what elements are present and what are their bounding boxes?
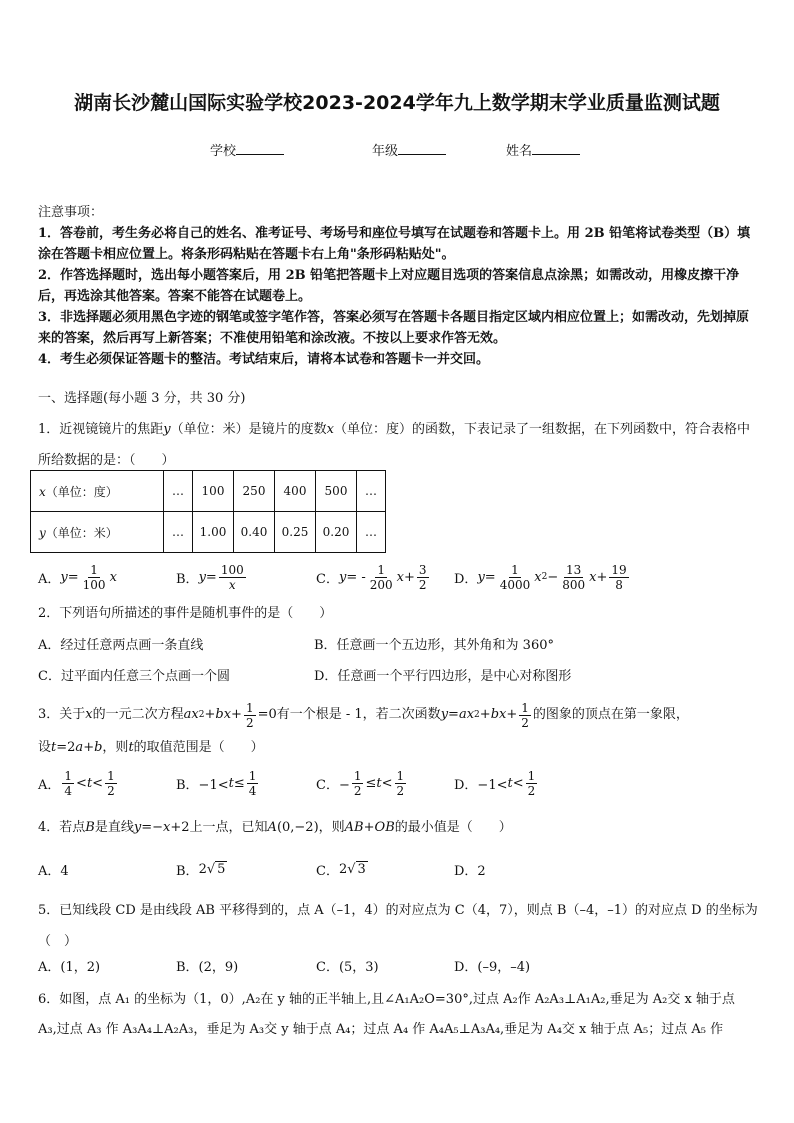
q1-option-b: B． y = $\frac{100}{x}$ bbox=[176, 562, 244, 592]
q5-option-b: B．(2，9) bbox=[176, 960, 239, 975]
name-label: 姓名 bbox=[506, 144, 533, 159]
q1-text: （单位：米）是镜片的度数 bbox=[170, 422, 327, 437]
table-cell: 1.00 bbox=[193, 512, 234, 553]
row-head: （单位：米） bbox=[45, 525, 118, 540]
note-item: 4．考生必须保证答题卡的整洁。考试结束后，请将本试卷和答题卡一并交回。 bbox=[38, 352, 490, 367]
question-2: 2．下列语句所描述的事件是随机事件的是（ ） bbox=[38, 606, 333, 621]
option-label: D． bbox=[454, 571, 478, 587]
question-6-line2: A₃,过点 A₃ 作 A₃A₄⊥A₂A₃，垂足为 A₃交 y 轴于点 A₄；过点 A₄ 作 A₄A₅⊥A₃A₄,垂足为 A₄交 x 轴于点 A₅；过点 A₅ 作 bbox=[38, 1022, 724, 1037]
table-cell: 100 bbox=[193, 471, 234, 512]
page-title: 湖南长沙麓山国际实验学校2023-2024学年九上数学期末学业质量监测试题 bbox=[74, 92, 720, 114]
name-blank bbox=[532, 142, 580, 155]
q4-text: 的最小值是（ ） bbox=[394, 820, 512, 835]
table-row bbox=[31, 512, 386, 553]
table-cell: … bbox=[357, 471, 386, 512]
q4-text: 4．若点 bbox=[38, 820, 86, 835]
notes-section bbox=[38, 202, 758, 370]
name-field bbox=[506, 140, 580, 159]
q4-text: ，则 bbox=[318, 820, 345, 835]
school-field bbox=[210, 140, 284, 159]
q3-option-b: B．−1< t ≤ $\frac{1}{4}$ bbox=[176, 768, 257, 798]
question-3-line2: 设t=2a+b，则t的取值范围是（ ） bbox=[38, 740, 264, 755]
q4-option-d: D．2 bbox=[454, 863, 486, 879]
table-cell: … bbox=[164, 512, 193, 553]
q2-option-b: B．任意画一个五边形，其外角和为 360° bbox=[314, 638, 554, 653]
table-cell: 0.20 bbox=[316, 512, 357, 553]
school-label: 学校 bbox=[210, 144, 237, 159]
option-label: B． bbox=[176, 863, 199, 879]
q1-option-d: D． y = $\frac{1}{4000}$ x 2 − $\frac{13}{800}$ x + $\frac{19}{8}$ bbox=[454, 562, 627, 592]
note-item: 1．答卷前，考生务必将自己的姓名、准考证号、考场号和座位号填写在试题卷和答题卡上。用 2B 铅笔将试卷类型（B）填涂在答题卡相应位置上。将条形码粘贴在答题卡右上角"条形码粘贴处"。 bbox=[38, 226, 751, 262]
table-cell: 0.25 bbox=[275, 512, 316, 553]
q5-option-d: D．(–9，–4) bbox=[454, 960, 531, 975]
grade-blank bbox=[398, 142, 446, 155]
option-label: B． bbox=[176, 571, 199, 587]
q2-option-a: A．经过任意两点画一条直线 bbox=[38, 638, 204, 653]
school-blank bbox=[236, 142, 284, 155]
option-label: A． bbox=[38, 571, 61, 587]
q2-option-d: D．任意画一个平行四边形，是中心对称图形 bbox=[314, 669, 572, 684]
q3-text: 3．关于 bbox=[38, 707, 86, 722]
var-x: x bbox=[326, 422, 334, 437]
q4-option-c: C． 2√ 3 bbox=[316, 861, 366, 879]
q4-text: 上一点，已知 bbox=[189, 820, 268, 835]
question-3-line1: 3．关于 x 的一元二次方程 ax 2 + bx + $\frac{1}{2}$ =0 有一个根是 - 1，若二次函数 y = ax 2 + bx + $\frac{1}{2}$ 的图象的顶点在第一象限， bbox=[38, 700, 689, 730]
grade-label: 年级 bbox=[372, 144, 399, 159]
var-x: x bbox=[39, 484, 46, 499]
note-item: 3．非选择题必须用黑色字迹的钢笔或签字笔作答，答案必须写在答题卡各题目指定区域内相应位置上；如需改动，先划掉原来的答案，然后再写上新答案；不准使用铅笔和涂改液。不按以上要求作答无效。 bbox=[38, 310, 750, 346]
q4-text: 是直线 bbox=[94, 820, 134, 835]
q1-option-c: C． y = - $\frac{1}{200}$ x + $\frac{3}{2}$ bbox=[316, 562, 427, 592]
q3-option-c: C．− $\frac{1}{2}$ ≤ t < $\frac{1}{2}$ bbox=[316, 768, 405, 798]
table-cell: … bbox=[164, 471, 193, 512]
q3-text: 设 bbox=[38, 740, 52, 755]
q4-option-b: B． 2√ 5 bbox=[176, 861, 226, 879]
table-cell bbox=[31, 512, 164, 553]
option-label: C． bbox=[316, 571, 339, 587]
table-row bbox=[31, 471, 386, 512]
q5-option-a: A．(1，2) bbox=[38, 960, 101, 975]
q4-options bbox=[38, 852, 760, 886]
q1-text: （单位：度）的函数，下表记录了一组数据，在下列函数中，符合表格中所给数据的是：（ ） bbox=[38, 422, 751, 468]
question-6-line1: 6．如图，点 A₁ 的坐标为（1，0）,A₂在 y 轴的正半轴上,且∠A₁A₂O=30°,过点 A₂作 A₂A₃⊥A₁A₂,垂足为 A₂交 x 轴于点 bbox=[38, 992, 735, 1007]
q1-options bbox=[38, 560, 760, 594]
question-5: 5．已知线段 CD 是由线段 AB 平移得到的，点 A（–1，4）的对应点为 C（4，7），则点 B（–4，–1）的对应点 D 的坐标为（ ） bbox=[38, 903, 758, 949]
q2-option-c: C．过平面内任意三个点画一个圆 bbox=[38, 669, 230, 684]
q4-option-a: A．4 bbox=[38, 863, 69, 879]
table-cell: 250 bbox=[234, 471, 275, 512]
row-head: （单位：度） bbox=[45, 484, 118, 499]
table-cell bbox=[31, 471, 164, 512]
question-4: 4．若点B是直线y=−x+2上一点，已知A(0,−2)，则AB+OB的最小值是（ ） bbox=[38, 820, 512, 835]
q3-text: 的取值范围是（ ） bbox=[133, 740, 264, 755]
table-cell: 500 bbox=[316, 471, 357, 512]
table-cell: … bbox=[357, 512, 386, 553]
q3-options bbox=[38, 766, 760, 800]
note-item: 2．作答选择题时，选出每小题答案后，用 2B 铅笔把答题卡上对应题目选项的答案信息点涂黑；如需改动，用橡皮擦干净后，再选涂其他答案。答案不能答在试题卷上。 bbox=[38, 268, 740, 304]
notes-heading: 注意事项： bbox=[38, 205, 104, 220]
grade-field bbox=[372, 140, 446, 159]
option-label: C． bbox=[316, 863, 339, 879]
var-y: y bbox=[163, 422, 171, 437]
question-1 bbox=[38, 414, 760, 476]
q3-option-d: D．−1< t < $\frac{1}{2}$ bbox=[454, 768, 536, 798]
table-cell: 0.40 bbox=[234, 512, 275, 553]
q1-text: 1．近视镜镜片的焦距 bbox=[38, 422, 164, 437]
q3-text: 的一元二次方程 bbox=[92, 707, 184, 722]
q3-text: 有一个根是 - 1，若二次函数 bbox=[276, 707, 441, 722]
q1-option-a: A． y = $\frac{1}{100}$ x bbox=[38, 562, 117, 592]
q1-data-table bbox=[30, 470, 386, 553]
q3-text: 的图象的顶点在第一象限， bbox=[532, 707, 689, 722]
section-heading: 一、选择题(每小题 3 分，共 30 分) bbox=[38, 391, 246, 406]
q3-option-a: A． $\frac{1}{4}$ < t < $\frac{1}{2}$ bbox=[38, 768, 115, 798]
table-cell: 400 bbox=[275, 471, 316, 512]
q3-text: ，则 bbox=[102, 740, 129, 755]
var-y: y bbox=[39, 525, 46, 540]
q5-option-c: C．(5，3) bbox=[316, 960, 379, 975]
